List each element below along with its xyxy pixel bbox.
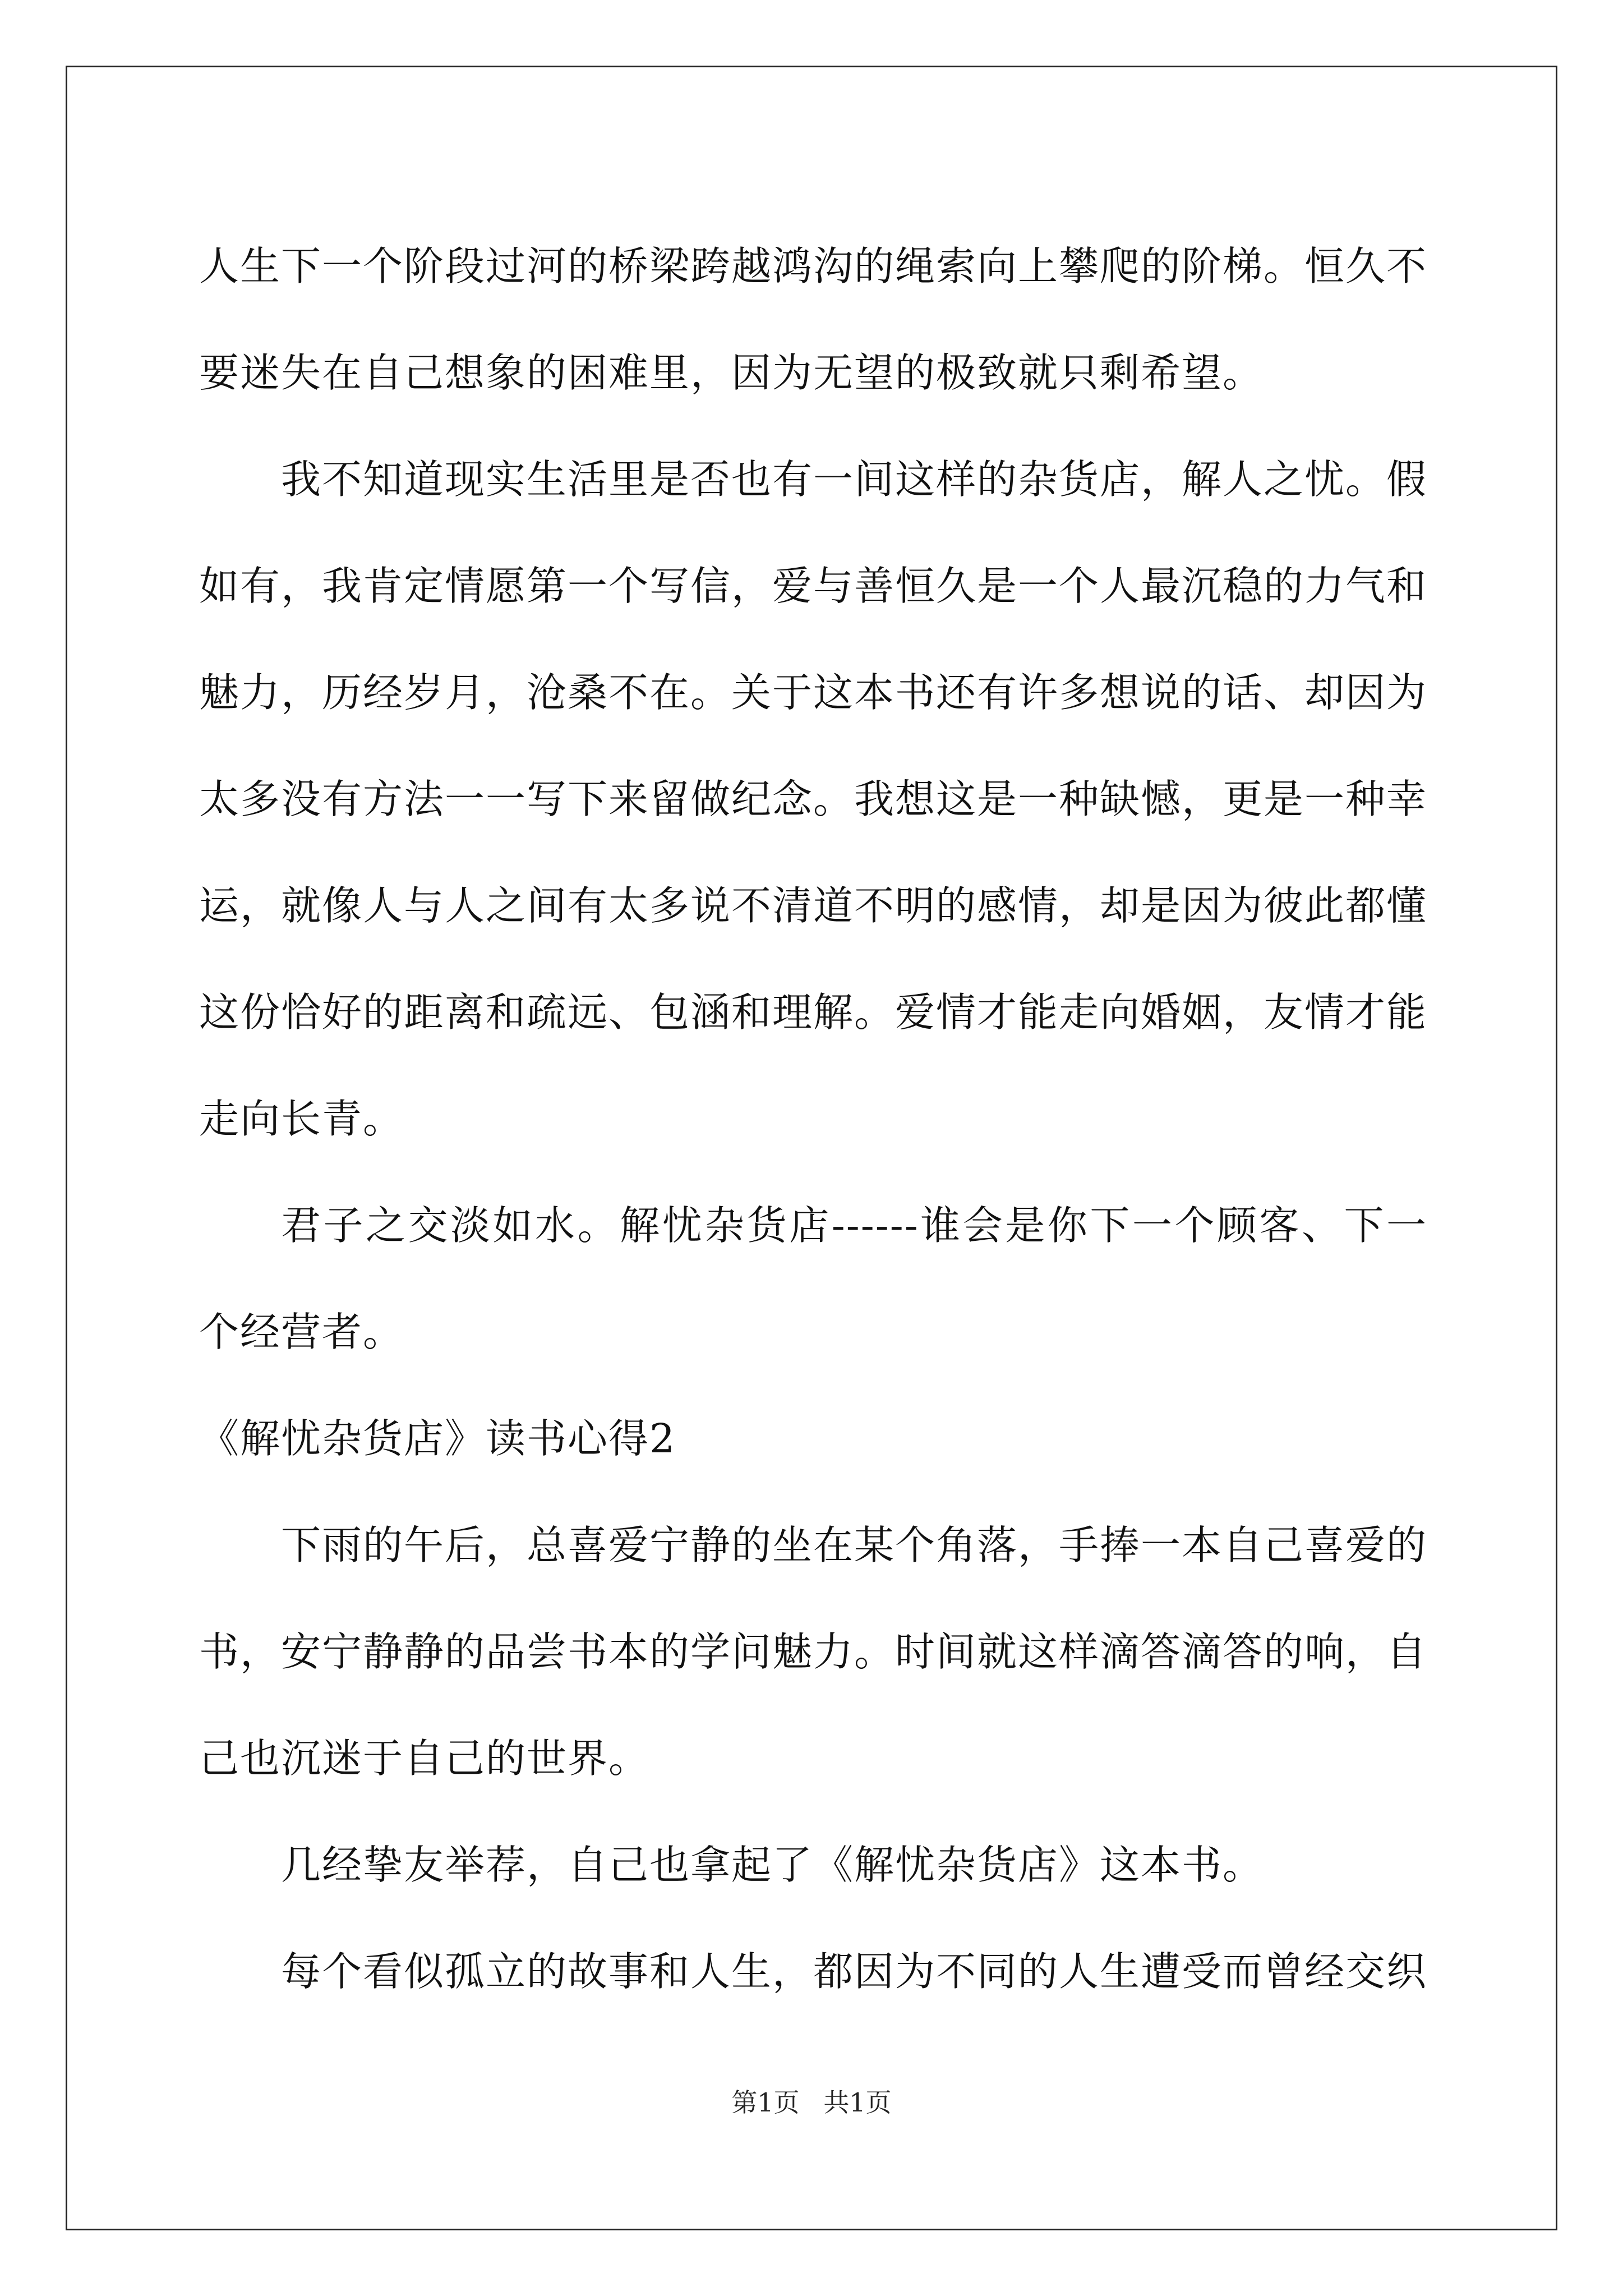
page-total: 共1页 <box>823 2087 892 2118</box>
paragraph-4: 下雨的午后，总喜爱宁静的坐在某个角落，手捧一本自己喜爱的书，安宁静静的品尝书本的学问魅力。时间就这样滴答滴答的响，自己也沉迷于自己的世界。 <box>199 1522 1428 1782</box>
paragraph-6: 每个看似孤立的故事和人生，都因为不同的人生遭受而曾经交织 <box>281 1948 1428 1995</box>
paragraph-5: 几经挚友举荐，自己也拿起了《解忧杂货店》这本书。 <box>281 1842 1264 1888</box>
page-number: 第1页 <box>731 2087 800 2118</box>
section-heading: 《解忧杂货店》读书心得2 <box>199 1415 676 1462</box>
paragraph-1: 人生下一个阶段过河的桥梁跨越鸿沟的绳索向上攀爬的阶梯。恒久不要迷失在自己想象的困难里，因为无望的极致就只剩希望。 <box>199 243 1428 396</box>
document-body <box>199 213 1427 2025</box>
paragraph-2: 我不知道现实生活里是否也有一间这样的杂货店，解人之忧。假如有，我肯定情愿第一个写信，爱与善恒久是一个人最沉稳的力气和魅力，历经岁月，沧桑不在。关于这本书还有许多想说的话、却因为太多没有方法一一写下来留做纪念。我想这是一种缺憾，更是一种幸运，就像人与人之间有太多说不清道不明的感情，却是因为彼此都懂这份恰好的距离和疏远、包涵和理解。爱情才能走向婚姻，友情才能走向长青。 <box>199 456 1428 1142</box>
page-footer <box>0 2082 1623 2119</box>
paragraph-3: 君子之交淡如水。解忧杂货店------谁会是你下一个顾客、下一个经营者。 <box>199 1202 1427 1355</box>
